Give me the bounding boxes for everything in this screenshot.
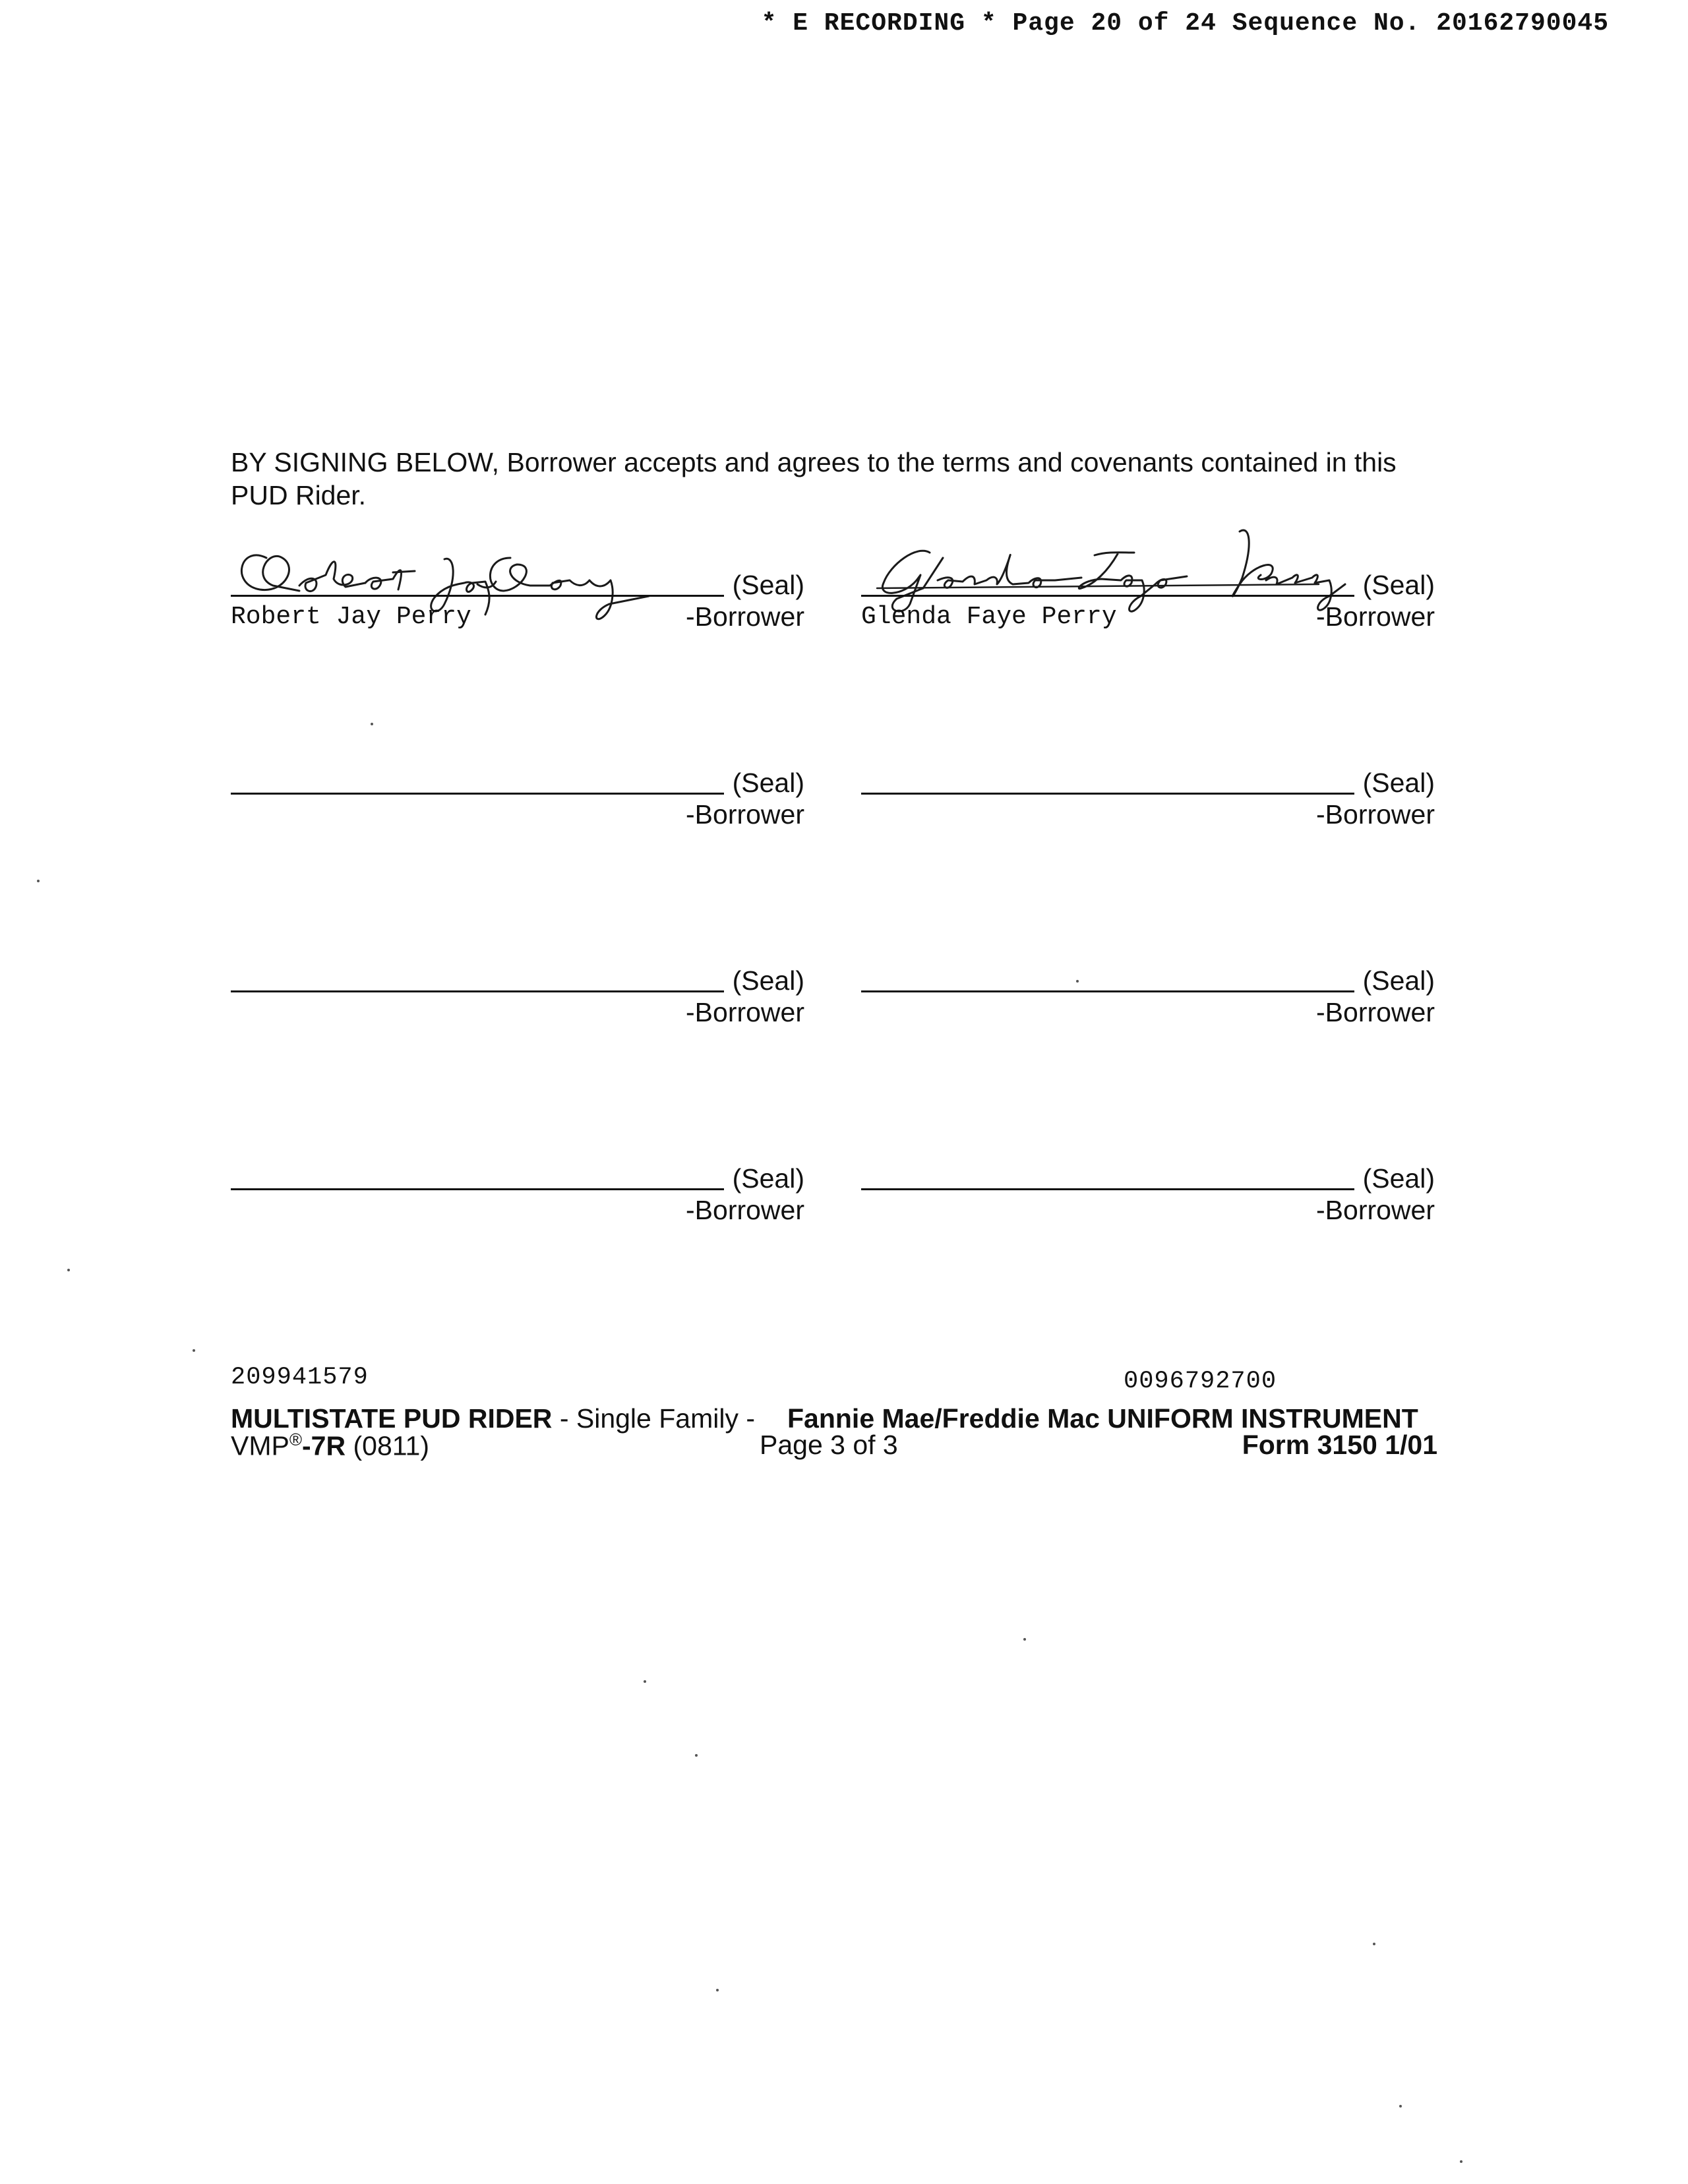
page-indicator: Page 3 of 3 — [760, 1430, 898, 1460]
borrower-role: -Borrower — [686, 601, 804, 632]
seal-label: (Seal) — [1362, 965, 1435, 996]
uniform-instrument: Fannie Mae/Freddie Mac UNIFORM INSTRUMENT — [787, 1403, 1418, 1434]
signature-line — [231, 595, 724, 597]
signature-block-8 — [861, 1158, 1435, 1225]
form-number: Form 3150 1/01 — [1242, 1430, 1437, 1460]
borrower-role: -Borrower — [686, 1195, 804, 1225]
seal-label: (Seal) — [732, 965, 804, 996]
seal-label: (Seal) — [1362, 570, 1435, 600]
signature-line — [861, 793, 1354, 795]
borrower-role: -Borrower — [1316, 601, 1435, 632]
seal-label: (Seal) — [732, 570, 804, 600]
scan-speck — [371, 723, 373, 725]
signing-statement: BY SIGNING BELOW, Borrower accepts and agrees to the terms and covenants contained in this PUD Rider. — [231, 447, 1397, 510]
signature-block-3 — [231, 762, 804, 830]
registered-mark: ® — [289, 1430, 303, 1449]
form-id-line — [231, 1430, 1437, 1462]
borrower-name: Glenda Faye Perry — [861, 603, 1117, 631]
vmp-version: (0811) — [346, 1430, 429, 1461]
signature-block-5 — [231, 960, 804, 1027]
scan-speck — [1399, 2105, 1402, 2108]
signature-line — [231, 793, 724, 795]
scan-speck — [1460, 2160, 1462, 2163]
form-subtitle: - Single Family - — [552, 1403, 755, 1434]
signature-line — [231, 1188, 724, 1190]
vmp-prefix: VMP — [231, 1430, 289, 1461]
seal-label: (Seal) — [732, 1163, 804, 1194]
loan-number-right: 0096792700 — [1124, 1368, 1277, 1395]
scan-speck — [37, 880, 40, 882]
scan-speck — [1373, 1943, 1375, 1945]
borrower-role: -Borrower — [686, 799, 804, 830]
vmp-code: -7R — [302, 1430, 346, 1461]
scan-speck — [1023, 1638, 1026, 1641]
seal-label: (Seal) — [1362, 768, 1435, 798]
scan-speck — [716, 1989, 719, 1991]
scan-speck — [695, 1754, 698, 1757]
signature-block-4 — [861, 762, 1435, 830]
signature-block-6 — [861, 960, 1435, 1027]
scan-speck — [644, 1680, 646, 1683]
borrower-role: -Borrower — [1316, 997, 1435, 1027]
borrower-role: -Borrower — [1316, 799, 1435, 830]
form-title: MULTISTATE PUD RIDER — [231, 1403, 553, 1434]
signature-block-7 — [231, 1158, 804, 1225]
loan-number-left: 209941579 — [231, 1364, 369, 1391]
borrower-role: -Borrower — [1316, 1195, 1435, 1225]
borrower-role: -Borrower — [686, 997, 804, 1027]
signature-line — [861, 595, 1354, 597]
signature-block-2 — [861, 564, 1435, 632]
seal-label: (Seal) — [732, 768, 804, 798]
scan-speck — [67, 1269, 70, 1271]
scan-speck — [1076, 980, 1079, 983]
signature-line — [861, 990, 1354, 992]
recording-header: * E RECORDING * Page 20 of 24 Sequence No. 20162790045 — [761, 9, 1609, 38]
signature-line — [231, 990, 724, 992]
signature-line — [861, 1188, 1354, 1190]
signature-block-1 — [231, 564, 804, 632]
scan-speck — [193, 1349, 195, 1352]
borrower-name: Robert Jay Perry — [231, 603, 471, 631]
seal-label: (Seal) — [1362, 1163, 1435, 1194]
